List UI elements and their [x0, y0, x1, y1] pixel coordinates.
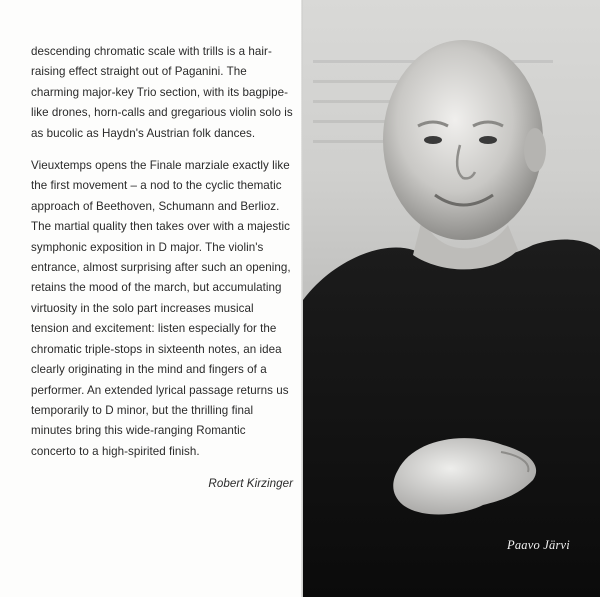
head-shape — [383, 40, 543, 240]
photo-caption: Paavo Järvi — [507, 538, 570, 552]
paragraph-2: Vieuxtemps opens the Finale marziale exactly like the first movement – a nod to the cyclic thematic approach of Beethoven, Schumann and Berlioz. The martial quality then takes over with a majestic symphonic exposition in D major. The violin's entrance, almost surprising after such an opening, retains the mood of the march, but accumulating virtuosity in the solo part increases musical tension and excitement: listen especially for the chromatic triple-stops in sixteenth notes, an idea clearly originating in the mind and fingers of a performer. An extended lyrical passage returns us temporarily to D minor, but the thrilling final minutes bring this wide-ranging Romantic concerto to a high-spirited finish. — [31, 159, 291, 458]
portrait-photo — [303, 0, 600, 597]
paragraph-1: descending chromatic scale with trills is a hair-raising effect straight out of Paganini. The charming major-key Trio section, with its bagpipe-like drones, horn-calls and gregarious violin solo is as bucolic as Haydn's Austrian folk dances. — [31, 45, 293, 140]
author-signature: Robert Kirzinger — [208, 477, 293, 491]
essay-text — [31, 42, 293, 494]
photo-panel — [303, 0, 600, 597]
